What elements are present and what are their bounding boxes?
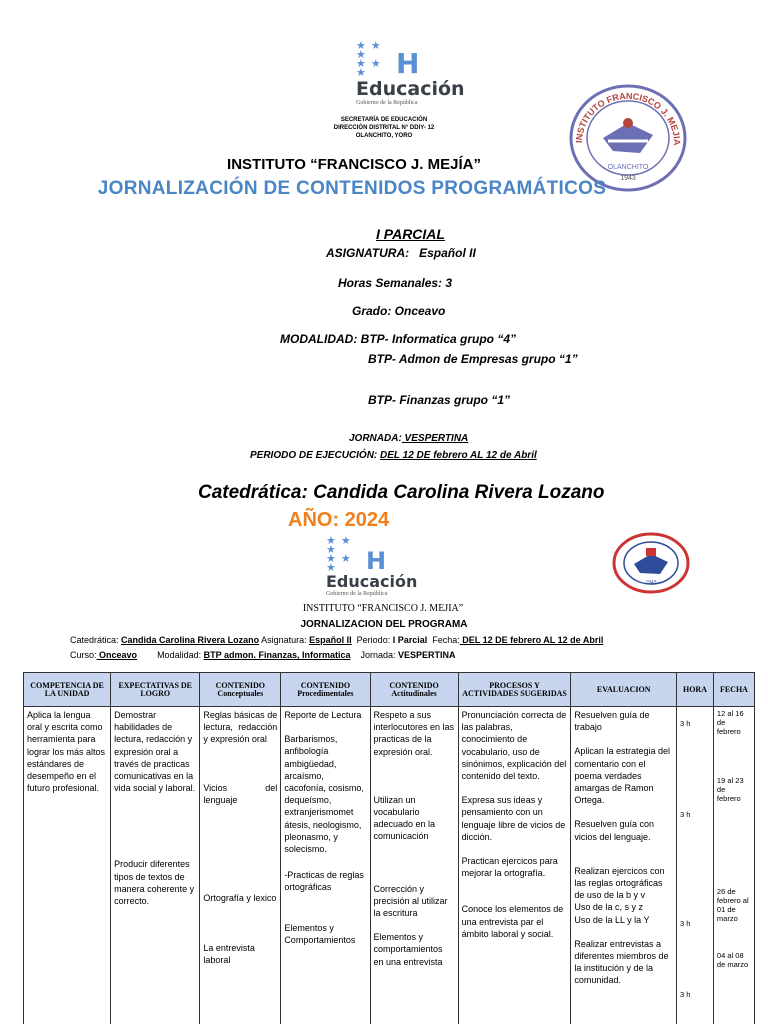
asignatura: ASIGNATURA: Español II xyxy=(326,246,476,260)
modalidad-1: MODALIDAD: BTP- Informatica grupo “4” xyxy=(280,332,517,346)
secretaria-block: SECRETARÍA DE EDUCACIÓN DIRECCIÓN DISTRITAL N° DDIY- 12 OLANCHITO, YORO xyxy=(333,117,435,139)
catedratica: Catedrática: Candida Carolina Rivera Lozano xyxy=(198,482,605,503)
cell-procesos: Pronunciación correcta de las palabras, conocimiento de vocabulario, uso de sinónimos, explicación del contenido del texto. Expresa sus ideas y pensamiento con un lenguaje libre de vicios de dicción. Practican ejercicos para mejorar la ortografía. Conoce los elementos de una entrevista par el ámbito laboral y social. xyxy=(458,707,571,1024)
stars-icon: ★ ★ ★ ★ ★ ★ xyxy=(356,40,382,79)
periodo: PERIODO DE EJECUCIÓN: DEL 12 DE febrero AL 12 de Abril xyxy=(250,450,537,461)
program-title: JORNALIZACION DEL PROGRAMA xyxy=(300,619,468,630)
program-line-2: Curso: Onceavo Modalidad: BTP admon. Finanzas, Informatica Jornada: VESPERTINA xyxy=(70,650,456,660)
program-institute: INSTITUTO “FRANCISCO J. MEJIA” xyxy=(302,603,464,614)
header-procesos: PROCESOS Y ACTIVIDADES SUGERIDAS xyxy=(458,673,571,707)
logo-word: Educación xyxy=(356,78,465,100)
svg-text:1943: 1943 xyxy=(620,175,636,182)
svg-text:OLANCHITO: OLANCHITO xyxy=(607,164,649,171)
table-header-row xyxy=(24,673,755,707)
header-expectativas: EXPECTATIVAS DE LOGRO xyxy=(111,673,200,707)
institute-seal-2 xyxy=(612,532,690,594)
cell-actitudinales: Respeto a sus interlocutores en las practicas de la expresión oral. Utilizan un vocabulario adecuado en la comunicación Corrección y precisión al utilizar la escritura Elementos y comportamientos en una entrevista xyxy=(370,707,458,1024)
header-actitudinales: CONTENIDO Actitudinales xyxy=(370,673,458,707)
institute-seal xyxy=(568,83,688,193)
cell-procedimentales: Reporte de Lectura Barbarismos, anfibología ambigüedad, arcaísmo, cacofonía, cosismo, dequeísmo, extranjerismomet átesis, neologismo, pleonasmo, y solecismo. -Practicas de reglas ortográficas Elementos y Comportamientos xyxy=(281,707,370,1024)
educacion-logo xyxy=(356,42,465,106)
table-row xyxy=(24,707,755,1024)
cell-evaluacion: Resuelven guía de trabajo Aplican la estrategia del comentario con el poema verdades amargas de Ramon Ortega. Resuelven guía con vicios del lenguaje. Realizan ejercicos con las reglas ortográficas de uso de la b y v Uso de la c, s y z Uso de la LL y la Y Realizar entrevistas a diferentes miembros de la institución y de la comunidad. xyxy=(571,707,677,1024)
stars-icon: ★ ★ ★ ★ ★ ★ xyxy=(326,535,352,574)
h-letter: H xyxy=(396,47,420,80)
svg-text:1943: 1943 xyxy=(645,580,657,586)
modalidad-2: BTP- Admon de Empresas grupo “1” xyxy=(368,352,578,366)
svg-text:INSTITUTO FRANCISCO J. MEJIA: INSTITUTO FRANCISCO J. MEJIA xyxy=(573,90,683,146)
page-title: JORNALIZACIÓN DE CONTENIDOS PROGRAMÁTICOS xyxy=(97,178,607,199)
cell-fecha: 12 al 16 de febrero 19 al 23 de febrero 26 de febrero al 01 de marzo 04 al 08 de marzo xyxy=(713,707,754,1024)
program-table xyxy=(23,672,755,1024)
logo-subtitle: Gobierno de la República xyxy=(356,100,418,106)
cell-expectativas: Demostrar habilidades de lectura, redacción y expresión oral a través de practicas comunicativas en la vida social y laboral. Producir diferentes tipos de textos de manera coherente y correcto. xyxy=(111,707,200,1024)
header-hora: HORA xyxy=(677,673,714,707)
parcial: I PARCIAL xyxy=(376,226,445,242)
cell-conceptuales: Reglas básicas de lectura, redacción y expresión oral Vicios del lenguaje Ortografía y lexico La entrevista laboral xyxy=(200,707,281,1024)
jornada: JORNADA: VESPERTINA xyxy=(349,433,469,444)
institute-name: INSTITUTO “FRANCISCO J. MEJÍA” xyxy=(227,156,481,173)
cell-hora: 3 h 3 h 3 h 3 h xyxy=(677,707,714,1024)
year: AÑO: 2024 xyxy=(288,509,390,531)
header-conceptuales: CONTENIDO Conceptuales xyxy=(200,673,281,707)
program-line-1: Catedrática: Candida Carolina Rivera Lozano Asignatura: Español II Periodo: I Parcial Fecha: DEL 12 DE febrero AL 12 de Abril xyxy=(70,635,604,645)
header-fecha: FECHA xyxy=(713,673,754,707)
header-competencia: COMPETENCIA DE LA UNIDAD xyxy=(24,673,111,707)
educacion-logo-2: ★ ★ ★ ★ ★ ★ H Educación Gobierno de la República xyxy=(326,535,418,597)
horas-semanales: Horas Semanales: 3 xyxy=(338,276,453,290)
cell-competencia: Aplica la lengua oral y escrita como herramienta para lograr los más altos estándares de desempeño en el futuro profesional. xyxy=(24,707,111,1024)
grado: Grado: Onceavo xyxy=(352,304,446,318)
header-evaluacion: EVALUACION xyxy=(571,673,677,707)
header-procedimentales: CONTENIDO Procedimentales xyxy=(281,673,370,707)
modalidad-3: BTP- Finanzas grupo “1” xyxy=(368,393,511,407)
